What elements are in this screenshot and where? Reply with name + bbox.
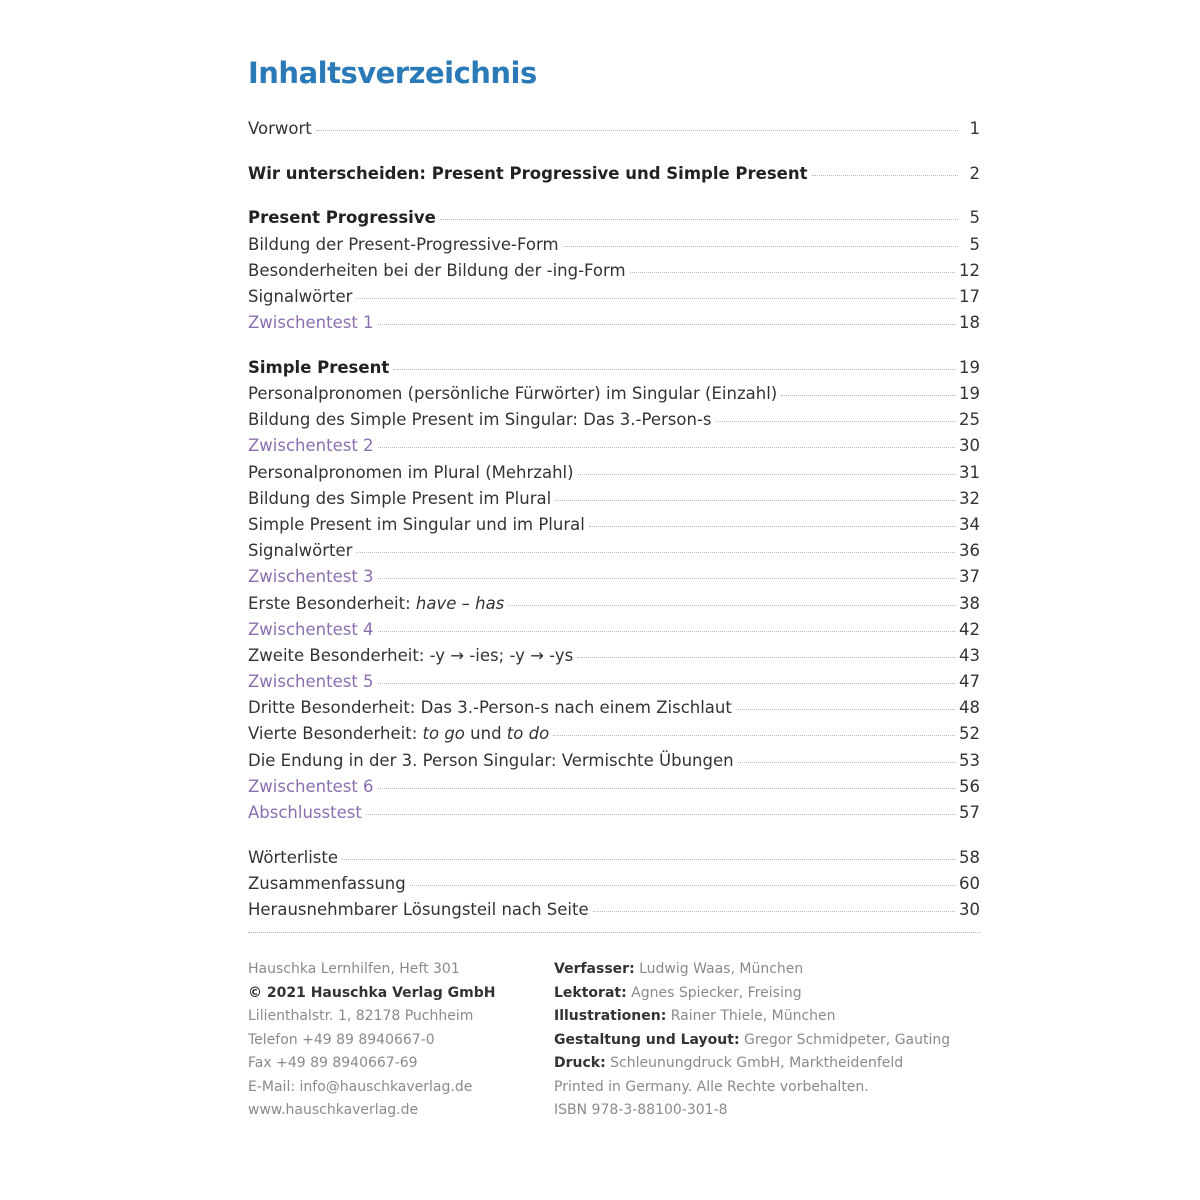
toc-leader-dots <box>508 605 955 606</box>
imprint-credit-key: Lektorat: <box>554 984 627 1001</box>
toc-page-number: 30 <box>959 900 980 920</box>
imprint-credit-key: Druck: <box>554 1055 606 1071</box>
toc-entry[interactable] <box>248 232 980 258</box>
toc-entry-label: Zwischentest 4 <box>248 619 374 639</box>
toc-leader-dots <box>366 814 955 815</box>
toc-entry[interactable] <box>248 669 980 695</box>
toc-page-number: 18 <box>959 313 980 333</box>
toc-entry-label: Vierte Besonderheit: to go und to do <box>248 724 550 744</box>
imprint-line: Lilienthalstr. 1, 82178 Puchheim <box>248 1008 474 1024</box>
toc-entry[interactable] <box>248 721 980 747</box>
toc-entry-label: Personalpronomen im Plural (Mehrzahl) <box>248 462 574 482</box>
toc-page-number: 38 <box>959 593 980 613</box>
toc-page <box>248 50 980 923</box>
toc-leader-dots <box>356 552 955 553</box>
toc-page-number: 1 <box>969 119 980 138</box>
toc-page-number: 32 <box>959 488 980 508</box>
section-gap <box>248 142 980 161</box>
divider <box>248 932 980 933</box>
toc-leader-dots <box>736 709 955 710</box>
section-gap <box>248 187 980 206</box>
toc-page-number: 5 <box>969 234 980 254</box>
toc-page-number: 42 <box>959 619 980 639</box>
imprint-line: E-Mail: info@hauschkaverlag.de <box>248 1078 473 1095</box>
toc-page-number: 37 <box>959 567 980 587</box>
imprint-credit-key: Illustrationen: <box>554 1008 667 1024</box>
toc-leader-dots <box>738 762 955 763</box>
toc-leader-dots <box>378 324 955 325</box>
toc-page-number: 60 <box>959 873 980 893</box>
toc-leader-dots <box>356 298 955 299</box>
toc-entry[interactable] <box>248 871 980 897</box>
toc-entry-label: Zwischentest 5 <box>248 672 374 692</box>
table-of-contents <box>248 116 980 923</box>
toc-entry[interactable] <box>248 161 980 187</box>
toc-page-number: 5 <box>969 208 980 228</box>
toc-entry-label: Wir unterscheiden: Present Progressive und Simple Present <box>248 163 808 183</box>
section-gap <box>248 336 980 355</box>
toc-entry[interactable] <box>248 591 980 617</box>
toc-leader-dots <box>563 246 958 247</box>
toc-leader-dots <box>342 859 955 860</box>
toc-entry-label: Simple Present im Singular und im Plural <box>248 514 585 534</box>
imprint-credit-line <box>554 1029 950 1053</box>
toc-page-number: 48 <box>959 698 980 718</box>
toc-entry-label: Die Endung in der 3. Person Singular: Vermischte Übungen <box>248 750 734 770</box>
toc-entry[interactable] <box>248 643 980 669</box>
toc-entry[interactable] <box>248 355 980 381</box>
toc-entry[interactable] <box>248 460 980 486</box>
imprint-line: Telefon +49 89 8940667-0 <box>248 1031 435 1048</box>
toc-leader-dots <box>378 683 955 684</box>
toc-entry[interactable] <box>248 845 980 871</box>
toc-entry-label: Zwischentest 3 <box>248 567 374 587</box>
toc-leader-dots <box>555 500 955 501</box>
toc-leader-dots <box>316 130 958 131</box>
imprint-publisher <box>248 958 496 1123</box>
toc-page-number: 2 <box>969 163 980 183</box>
imprint-credit-value: Rainer Thiele, München <box>666 1008 836 1024</box>
imprint-credit-value: Ludwig Waas, München <box>634 961 804 977</box>
toc-entry-label: Abschlusstest <box>248 803 362 822</box>
toc-leader-dots <box>716 421 956 422</box>
toc-leader-dots <box>378 447 955 448</box>
toc-entry-label: Zusammenfassung <box>248 873 406 893</box>
imprint-credit-line <box>554 1052 950 1076</box>
imprint-credit-value: ISBN 978-3-88100-301-8 <box>554 1102 728 1118</box>
toc-entry-label: Signalwörter <box>248 541 353 561</box>
toc-entry-label: Herausnehmbarer Lösungsteil nach Seite <box>248 900 589 920</box>
toc-entry-label: Bildung des Simple Present im Plural <box>248 488 552 508</box>
toc-entry[interactable] <box>248 800 980 826</box>
toc-entry[interactable] <box>248 310 980 336</box>
toc-leader-dots <box>553 735 955 736</box>
toc-leader-dots <box>578 474 955 475</box>
toc-leader-dots <box>440 219 958 220</box>
toc-page-number: 34 <box>959 514 980 534</box>
imprint-credit-key: Gestaltung und Layout: <box>554 1031 740 1048</box>
toc-page-number: 43 <box>959 645 980 665</box>
toc-entry-label: Zwischentest 2 <box>248 436 374 456</box>
toc-page-number: 57 <box>959 803 980 822</box>
toc-page-number: 47 <box>959 672 980 692</box>
toc-entry-label: Zwischentest 6 <box>248 776 374 796</box>
toc-entry-label: Simple Present <box>248 357 390 377</box>
toc-leader-dots <box>378 788 955 789</box>
toc-entry[interactable] <box>248 284 980 310</box>
toc-entry[interactable] <box>248 486 980 512</box>
toc-entry[interactable] <box>248 116 980 142</box>
toc-entry-label: Besonderheiten bei der Bildung der -ing-Form <box>248 260 626 280</box>
imprint-credit-line <box>554 1099 950 1123</box>
toc-page-number: 31 <box>959 462 980 482</box>
toc-entry-label: Zweite Besonderheit: -y → -ies; -y → -ys <box>248 645 574 665</box>
toc-leader-dots <box>378 578 955 579</box>
toc-entry[interactable] <box>248 617 980 643</box>
toc-entry[interactable] <box>248 774 980 800</box>
imprint-credits <box>554 958 950 1123</box>
toc-entry-label: Vorwort <box>248 119 312 138</box>
toc-entry-label: Bildung des Simple Present im Singular: Das 3.-Person-s <box>248 410 712 430</box>
imprint-credit-line <box>554 982 950 1006</box>
toc-entry-label: Signalwörter <box>248 286 353 306</box>
toc-entry-label: Bildung der Present-Progressive-Form <box>248 234 559 254</box>
toc-entry[interactable] <box>248 748 980 774</box>
toc-page-number: 58 <box>959 847 980 867</box>
toc-entry[interactable] <box>248 258 980 284</box>
toc-page-number: 19 <box>959 384 980 403</box>
toc-entry[interactable] <box>248 205 980 231</box>
imprint-credit-key: Verfasser: <box>554 961 635 977</box>
toc-page-number: 36 <box>959 541 980 561</box>
imprint-line: Hauschka Lernhilfen, Heft 301 <box>248 961 460 977</box>
toc-entry[interactable] <box>248 695 980 721</box>
toc-entry[interactable] <box>248 512 980 538</box>
imprint-line: www.hauschkaverlag.de <box>248 1102 419 1118</box>
imprint-credit-line <box>554 1005 950 1029</box>
imprint-credit-value: Printed in Germany. Alle Rechte vorbehalten. <box>554 1078 869 1095</box>
toc-entry[interactable] <box>248 407 980 433</box>
toc-entry-label: Erste Besonderheit: have – has <box>248 593 505 613</box>
toc-page-number: 30 <box>959 436 980 456</box>
toc-page-number: 52 <box>959 724 980 744</box>
toc-entry-label: Dritte Besonderheit: Das 3.-Person-s nach einem Zischlaut <box>248 698 732 718</box>
toc-page-number: 25 <box>959 410 980 430</box>
toc-entry[interactable] <box>248 897 980 923</box>
imprint-credit-value: Agnes Spiecker, Freising <box>626 984 802 1001</box>
toc-entry-label: Personalpronomen (persönliche Fürwörter) im Singular (Einzahl) <box>248 384 778 403</box>
toc-leader-dots <box>378 631 955 632</box>
toc-leader-dots <box>393 369 955 370</box>
toc-page-number: 17 <box>959 286 980 306</box>
toc-page-number: 53 <box>959 750 980 770</box>
section-gap <box>248 826 980 845</box>
toc-leader-dots <box>577 657 955 658</box>
imprint-credit-line <box>554 958 950 982</box>
toc-entry[interactable] <box>248 381 980 407</box>
toc-leader-dots <box>593 911 955 912</box>
toc-leader-dots <box>410 885 955 886</box>
imprint-line: Fax +49 89 8940667-69 <box>248 1055 418 1071</box>
imprint-line: © 2021 Hauschka Verlag GmbH <box>248 984 496 1001</box>
toc-page-number: 56 <box>959 776 980 796</box>
toc-leader-dots <box>630 272 955 273</box>
toc-entry-label: Zwischentest 1 <box>248 313 374 333</box>
toc-page-number: 12 <box>959 260 980 280</box>
toc-entry-label: Present Progressive <box>248 208 436 228</box>
toc-leader-dots <box>812 175 959 176</box>
imprint-credit-line <box>554 1076 950 1100</box>
imprint-credit-value: Schleunungdruck GmbH, Marktheidenfeld <box>605 1055 904 1071</box>
toc-leader-dots <box>781 395 955 396</box>
toc-page-number: 19 <box>959 357 980 377</box>
toc-entry-label: Wörterliste <box>248 847 339 867</box>
toc-entry[interactable] <box>248 538 980 564</box>
toc-leader-dots <box>589 526 955 527</box>
page-title: Inhaltsverzeichnis <box>248 56 537 90</box>
toc-entry[interactable] <box>248 564 980 590</box>
imprint-credit-value: Gregor Schmidpeter, Gauting <box>739 1031 951 1048</box>
toc-entry[interactable] <box>248 433 980 459</box>
